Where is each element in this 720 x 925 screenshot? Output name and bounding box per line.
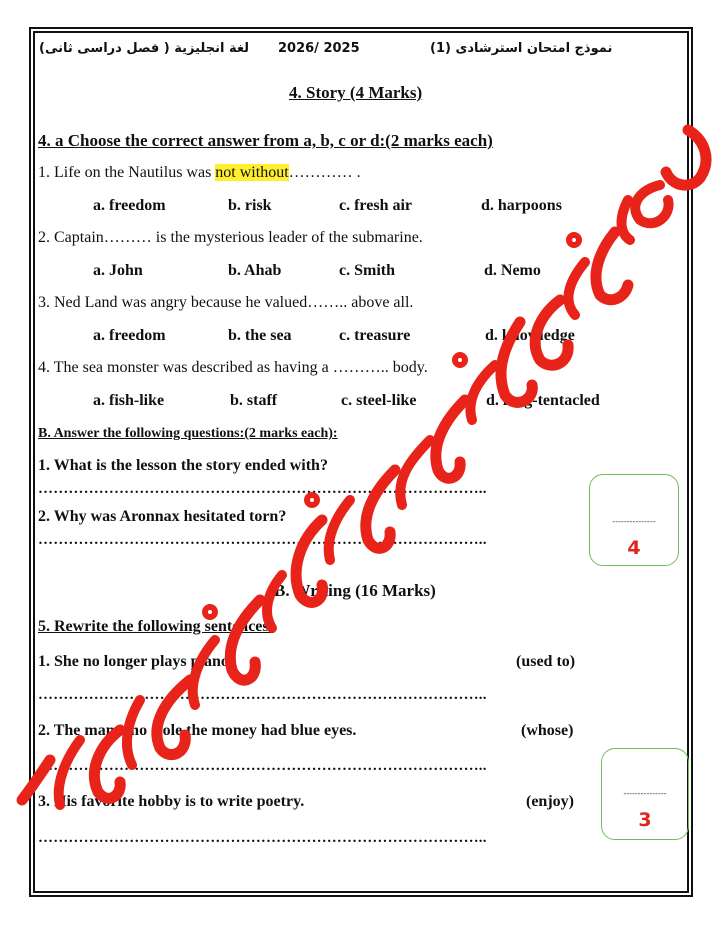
q1-option-a: a. freedom — [93, 197, 166, 214]
subject-label: لغة انجليزية ( فصل دراسى ثانى) — [39, 41, 250, 56]
b-question-2: 2. Why was Aronnax hesitated torn? — [38, 508, 287, 525]
answer-line: …………………………………………………………………………….. — [38, 532, 487, 548]
rewrite-hint-1: (used to) — [516, 653, 576, 670]
q4-option-c: c. steel-like — [341, 392, 417, 409]
q3-option-b: b. the sea — [228, 327, 292, 344]
rewrite-hint-3: (enjoy) — [526, 793, 574, 810]
highlighted-phrase: not without — [215, 164, 289, 181]
rewrite-hint-2: (whose) — [521, 722, 574, 739]
q4-option-b: b. staff — [230, 392, 278, 409]
answer-line: …………………………………………………………………………….. — [38, 830, 487, 846]
q3-option-d: d. knowledge — [485, 327, 575, 344]
q2-option-b: b. Ahab — [228, 262, 282, 279]
rewrite-item-1: 1. She no longer plays piano. — [38, 653, 233, 670]
q3-option-a: a. freedom — [93, 327, 166, 344]
story-score-box — [589, 474, 679, 566]
exam-title: نموذج امتحان استرشادى (1) — [430, 41, 613, 56]
q2-option-c: c. Smith — [339, 262, 395, 279]
q4-option-a: a. fish-like — [93, 392, 165, 409]
answer-line: …………………………………………………………………………….. — [38, 481, 487, 497]
writing-title: B. Writing (16 Marks) — [274, 581, 436, 600]
q2-option-a: a. John — [93, 262, 143, 279]
story-title: 4. Story (4 Marks) — [289, 83, 423, 102]
answer-line: …………………………………………………………………………….. — [38, 758, 487, 774]
q1-option-b: b. risk — [228, 197, 272, 214]
question-4: 4. The sea monster was described as having a ……….. body. — [38, 359, 428, 376]
writing-score: 3 — [638, 809, 652, 831]
answer-line: …………………………………………………………………………….. — [38, 687, 487, 703]
score-blank-line: --------------- — [623, 789, 667, 798]
exam-year: 2026/ 2025 — [278, 41, 360, 56]
part-b-title: B. Answer the following questions:(2 marks each): — [38, 426, 338, 441]
question-2: 2. Captain……… is the mysterious leader of the submarine. — [38, 229, 423, 246]
q1-option-c: c. fresh air — [339, 197, 413, 214]
rewrite-item-2: 2. The man who stole the money had blue eyes. — [38, 722, 357, 739]
story-score: 4 — [627, 537, 641, 559]
writing-score-box — [601, 748, 689, 840]
q3-option-c: c. treasure — [339, 327, 411, 344]
q4-option-d: d. long-tentacled — [486, 392, 600, 409]
part-a-title: 4. a Choose the correct answer from a, b, c or d:(2 marks each) — [38, 131, 493, 150]
rewrite-section-title: 5. Rewrite the following sentences: — [38, 618, 274, 635]
question-3: 3. Ned Land was angry because he valued…….. above all. — [38, 294, 414, 311]
question-1: 1. Life on the Nautilus was not without………… . — [38, 164, 361, 181]
rewrite-item-3: 3. His favorite hobby is to write poetry. — [38, 793, 305, 810]
score-blank-line: --------------- — [612, 517, 656, 526]
q2-option-d: d. Nemo — [484, 262, 541, 279]
b-question-1: 1. What is the lesson the story ended with? — [38, 457, 328, 474]
q1-option-d: d. harpoons — [481, 197, 562, 214]
